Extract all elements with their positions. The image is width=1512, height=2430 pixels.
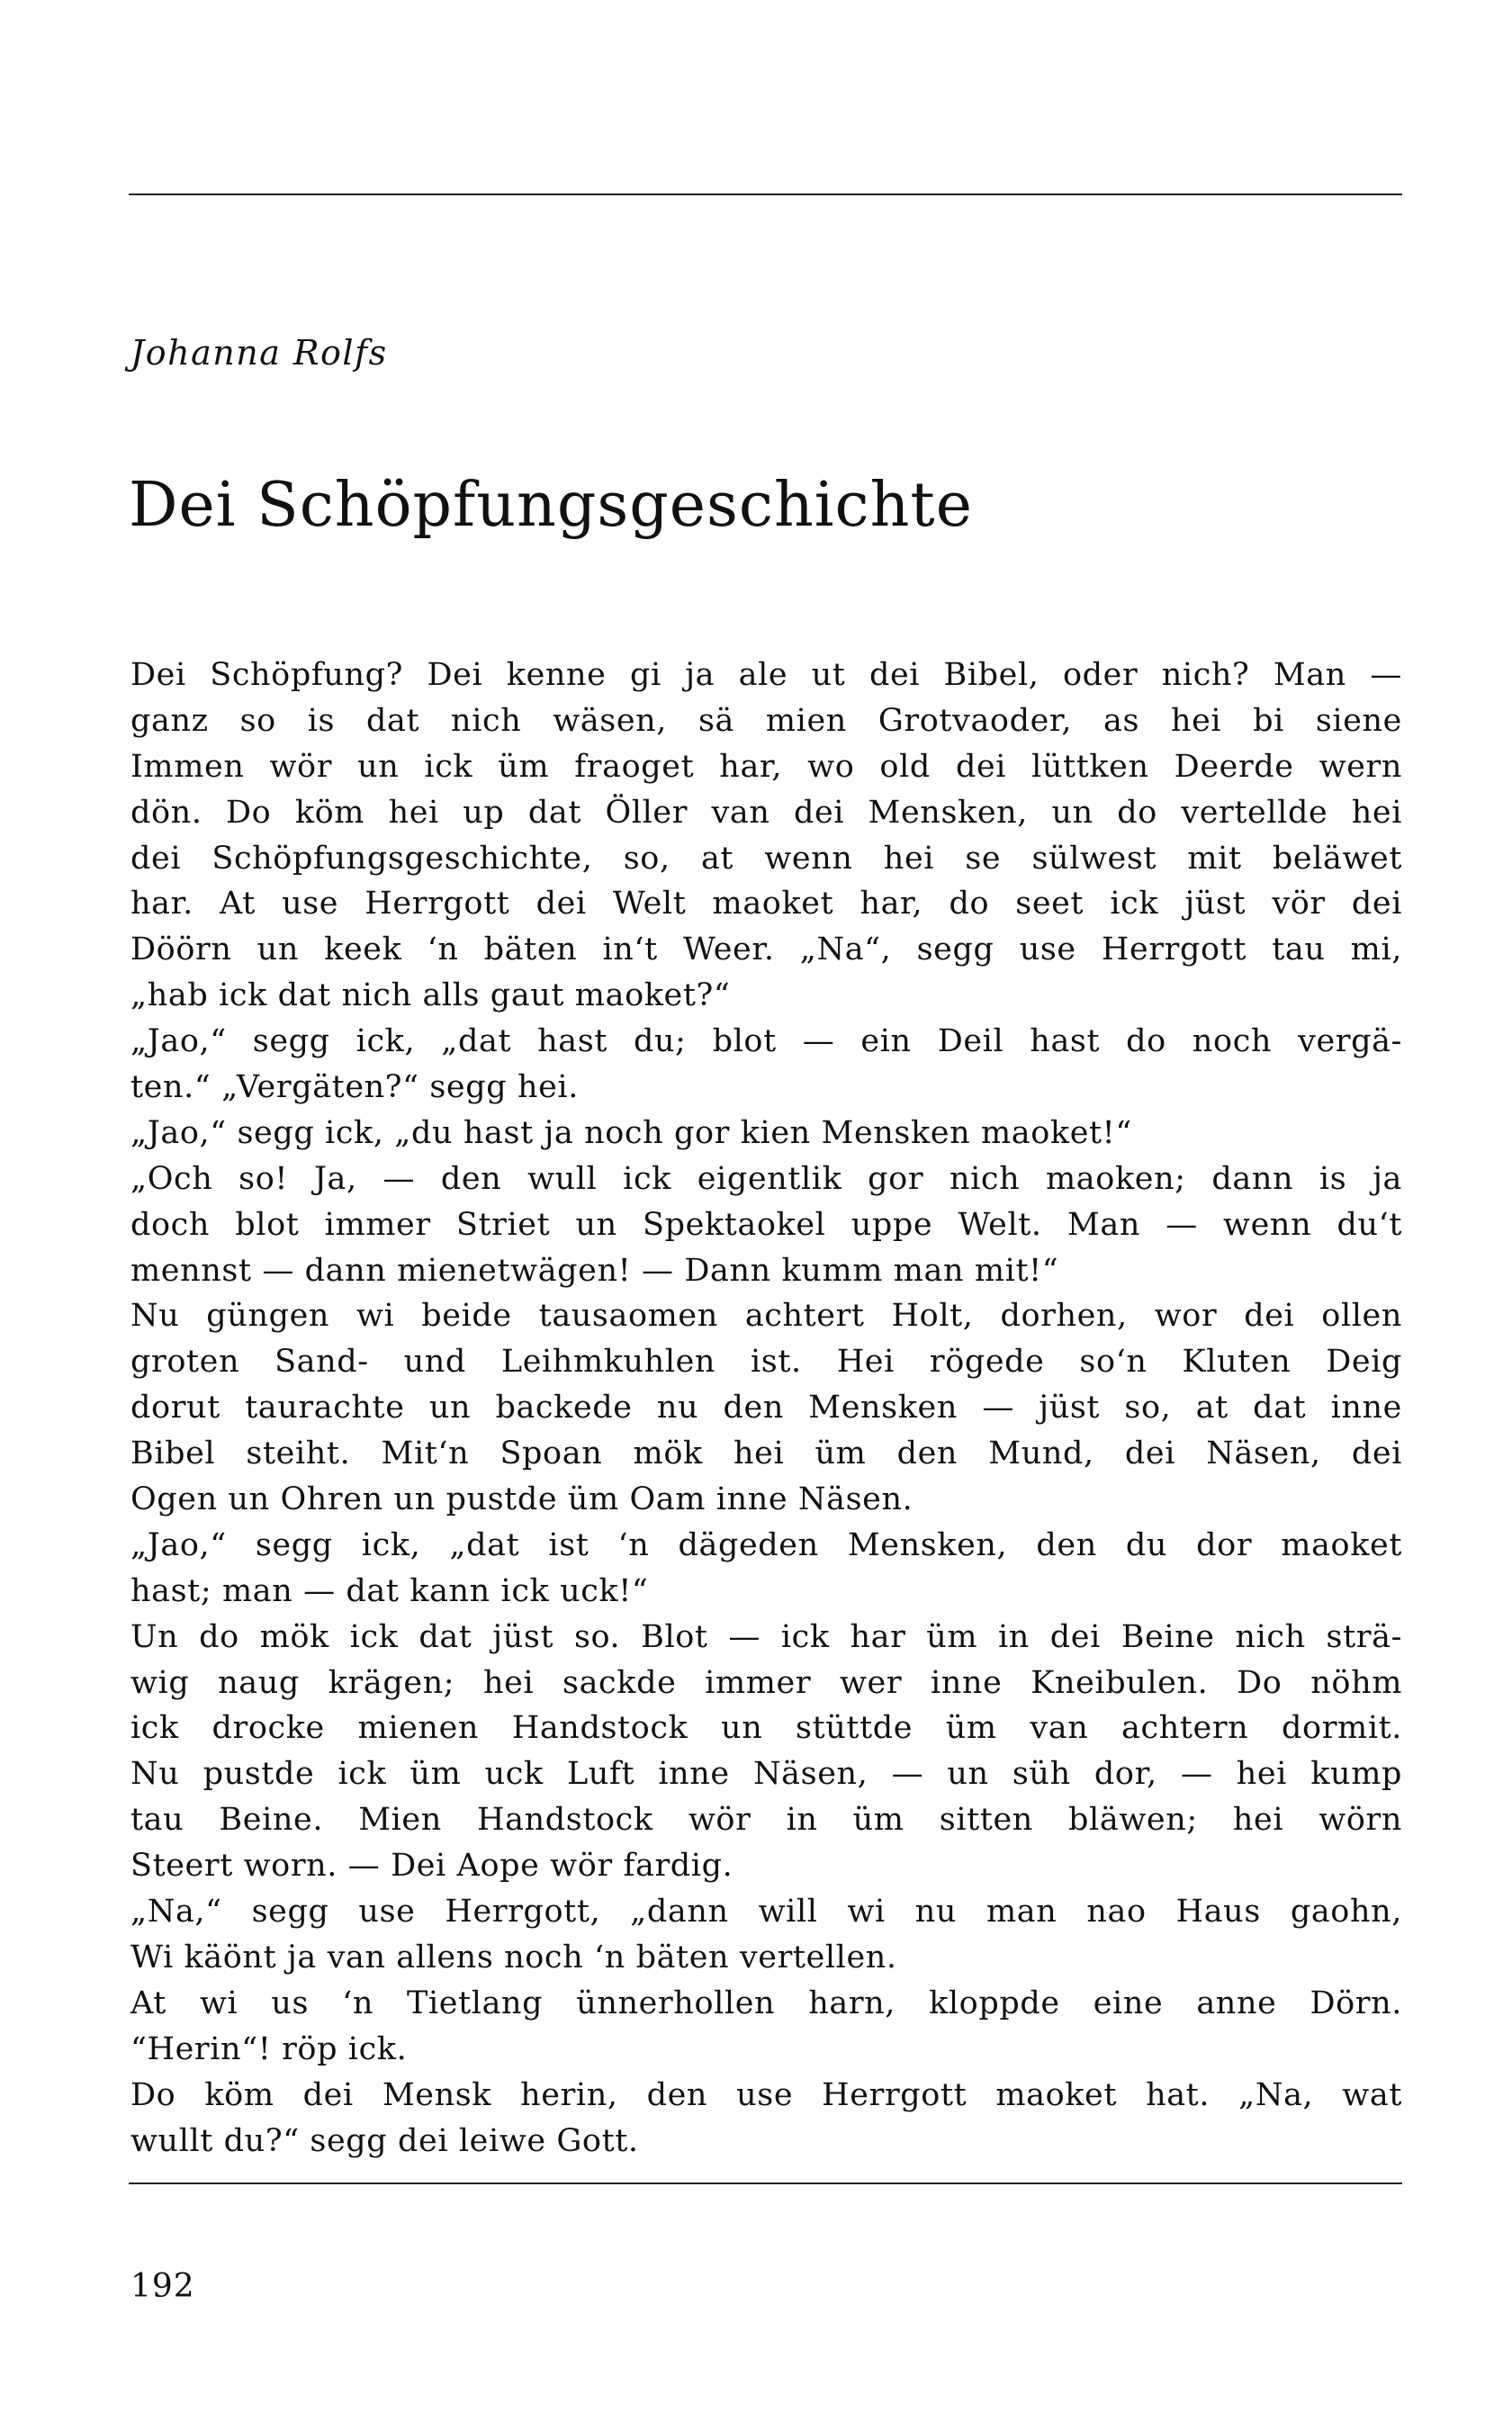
text-line: mennst — dann mienetwägen! — Dann kumm man mit!“ <box>130 1252 1059 1289</box>
text-line: dorut taurachte un backede nu den Mensken — jüst so, at dat inne <box>130 1390 1402 1426</box>
text-line: groten Sand- und Leihmkuhlen ist. Hei rögede so‘n Kluten Deig <box>130 1344 1402 1381</box>
text-line: Un do mök ick dat jüst so. Blot — ick har üm in dei Beine nich strä- <box>130 1618 1402 1655</box>
text-line: „Jao,“ segg ick, „dat ist ‘n dägeden Mensken, den du dor maoket <box>130 1526 1402 1563</box>
story-body <box>130 652 1402 2164</box>
text-line: „Jao,“ segg ick, „du hast ja noch gor kien Mensken maoket!“ <box>130 1114 1132 1151</box>
page-number: 192 <box>130 2268 195 2305</box>
text-line: Nu güngen wi beide tausaomen achtert Holt, dorhen, wor dei ollen <box>130 1298 1402 1335</box>
text-line: dön. Do köm hei up dat Öller van dei Mensken, un do vertellde hei <box>130 794 1402 831</box>
text-line: Dei Schöpfung? Dei kenne gi ja ale ut dei Bibel, oder nich? Man — <box>130 657 1402 693</box>
author-name: Johanna Rolfs <box>130 333 388 373</box>
text-line: wig naug krägen; hei sackde immer wer inne Kneibulen. Do nöhm <box>130 1664 1402 1701</box>
text-line: „Na,“ segg use Herrgott, „dann will wi nu man nao Haus gaohn, <box>130 1894 1402 1930</box>
text-line: „Jao,“ segg ick, „dat hast du; blot — ein Deil hast do noch vergä- <box>130 1023 1402 1060</box>
top-rule <box>129 194 1402 195</box>
text-line: Wi käönt ja van allens noch ‘n bäten vertellen. <box>130 1939 897 1976</box>
text-line: Nu pustde ick üm uck Luft inne Näsen, — un süh dor, — hei kump <box>130 1756 1402 1793</box>
text-line: Steert worn. — Dei Aope wör fardig. <box>130 1848 734 1885</box>
text-line: “Herin“! röp ick. <box>130 2030 408 2067</box>
text-line: „hab ick dat nich alls gaut maoket?“ <box>130 977 731 1014</box>
text-line: Immen wör un ick üm fraoget har, wo old dei lüttken Deerde wern <box>130 748 1402 785</box>
text-line: dei Schöpfungsgeschichte, so, at wenn hei se sülwest mit beläwet <box>130 840 1402 877</box>
text-line: At wi us ‘n Tietlang ünnerhollen harn, kloppde eine anne Dörn. <box>130 1984 1402 2021</box>
text-line: doch blot immer Striet un Spektaokel uppe Welt. Man — wenn du‘t <box>130 1206 1402 1243</box>
text-line: Do köm dei Mensk herin, den use Herrgott maoket hat. „Na, wat <box>130 2076 1402 2113</box>
text-line: wullt du?“ segg dei leiwe Gott. <box>130 2122 639 2159</box>
bottom-rule <box>129 2182 1402 2184</box>
text-line: Döörn un keek ‘n bäten in‘t Weer. „Na“, segg use Herrgott tau mi, <box>130 932 1402 968</box>
text-line: „Och so! Ja, — den wull ick eigentlik gor nich maoken; dann is ja <box>130 1160 1402 1197</box>
story-title: Dei Schöpfungsgeschichte <box>129 470 973 541</box>
text-line: tau Beine. Mien Handstock wör in üm sitten bläwen; hei wörn <box>130 1802 1402 1839</box>
text-line: Ogen un Ohren un pustde üm Oam inne Näsen. <box>130 1481 914 1518</box>
text-line: hast; man — dat kann ick uck!“ <box>130 1572 649 1609</box>
text-line: ten.“ „Vergäten?“ segg hei. <box>130 1069 579 1106</box>
text-line: ganz so is dat nich wäsen, sä mien Grotvaoder, as hei bi siene <box>130 702 1402 739</box>
text-line: har. At use Herrgott dei Welt maoket har, do seet ick jüst vör dei <box>130 886 1402 922</box>
text-line: Bibel steiht. Mit‘n Spoan mök hei üm den Mund, dei Näsen, dei <box>130 1436 1402 1472</box>
text-line: ick drocke mienen Handstock un stüttde üm van achtern dormit. <box>130 1710 1402 1747</box>
